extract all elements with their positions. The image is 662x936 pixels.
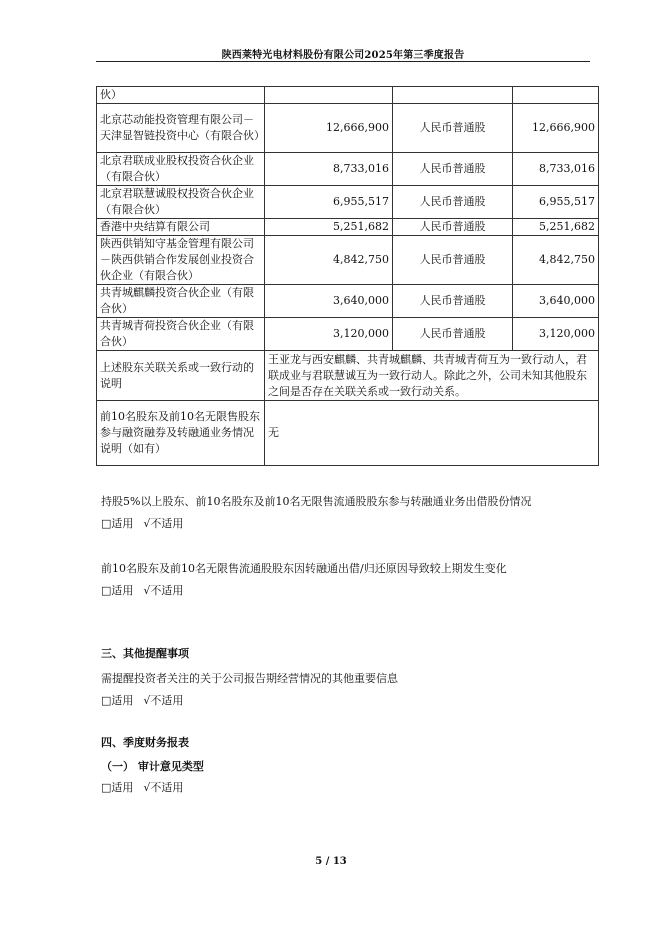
holder-name-cell: 陕西供销知守基金管理有限公司－陕西供销合作发展创业投资合伙企业（有限合伙） <box>97 236 265 285</box>
holder-name-cell: 北京君联成业股权投资合伙企业（有限合伙） <box>97 153 265 186</box>
other-reminders-text: 需提醒投资者关注的关于公司报告期经营情况的其他重要信息 <box>101 672 398 685</box>
table-row <box>97 219 599 236</box>
page-header-title: 陕西莱特光电材料股份有限公司2025年第三季度报告 <box>221 50 465 61</box>
holder-name-cell: 北京君联慧诚股权投资合伙企业（有限合伙） <box>97 186 265 219</box>
shares-held-cell: 3,120,000 <box>265 318 393 351</box>
audit-opinion-choice <box>101 780 183 796</box>
not-applicable-option: √不适用 <box>143 694 184 707</box>
margin-label-cell: 前10名股东及前10名无限售股东参与融资融券及转融通业务情况说明（如有） <box>97 401 265 466</box>
applicable-option: □适用 <box>101 584 134 597</box>
relation-label-cell: 上述股东关联关系或一致行动的说明 <box>97 351 265 401</box>
shares-held-cell: 3,640,000 <box>265 285 393 318</box>
other-reminders-heading: 三、其他提醒事项 <box>101 647 189 660</box>
table-row <box>97 318 599 351</box>
empty-cell <box>265 87 393 104</box>
not-applicable-option: √不适用 <box>143 781 184 794</box>
lending-title: 持股5%以上股东、前10名股东及前10名无限售流通股股东参与转融通业务出借股份情况 <box>101 495 532 508</box>
share-count-cell: 8,733,016 <box>513 153 599 186</box>
header-divider <box>96 61 590 62</box>
share-type-cell: 人民币普通股 <box>393 285 513 318</box>
share-count-cell: 12,666,900 <box>513 104 599 153</box>
share-count-cell: 3,640,000 <box>513 285 599 318</box>
share-type-cell: 人民币普通股 <box>393 236 513 285</box>
table-row <box>97 285 599 318</box>
share-count-cell: 3,120,000 <box>513 318 599 351</box>
shares-held-cell: 12,666,900 <box>265 104 393 153</box>
shares-held-cell: 4,842,750 <box>265 236 393 285</box>
shares-held-cell: 8,733,016 <box>265 153 393 186</box>
empty-cell <box>513 87 599 104</box>
applicable-option: □适用 <box>101 517 134 530</box>
empty-cell <box>393 87 513 104</box>
share-type-cell: 人民币普通股 <box>393 153 513 186</box>
table-row <box>97 236 599 285</box>
share-type-cell: 人民币普通股 <box>393 219 513 236</box>
holder-name-cell: 共青城麒麟投资合伙企业（有限合伙） <box>97 285 265 318</box>
table-row <box>97 351 599 401</box>
change-title: 前10名股东及前10名无限售流通股股东因转融通出借/归还原因导致较上期发生变化 <box>101 562 507 575</box>
audit-opinion-heading: （一） 审计意见类型 <box>101 760 204 773</box>
financial-statements-heading: 四、季度财务报表 <box>101 736 189 749</box>
not-applicable-option: √不适用 <box>143 517 184 530</box>
shareholders-table <box>96 86 599 466</box>
holder-name-cell: 香港中央结算有限公司 <box>97 219 265 236</box>
table-row <box>97 104 599 153</box>
not-applicable-option: √不适用 <box>143 584 184 597</box>
lending-choice <box>101 516 183 532</box>
shares-held-cell: 5,251,682 <box>265 219 393 236</box>
applicable-option: □适用 <box>101 694 134 707</box>
shares-held-cell: 6,955,517 <box>265 186 393 219</box>
holder-name-cell: 共青城青荷投资合伙企业（有限合伙） <box>97 318 265 351</box>
share-type-cell: 人民币普通股 <box>393 104 513 153</box>
page-number: 5 / 13 <box>315 856 347 867</box>
change-choice <box>101 583 183 599</box>
table-row <box>97 87 599 104</box>
applicable-option: □适用 <box>101 781 134 794</box>
table-row <box>97 186 599 219</box>
table-row <box>97 153 599 186</box>
margin-text-cell: 无 <box>265 401 599 466</box>
share-count-cell: 5,251,682 <box>513 219 599 236</box>
table-row <box>97 401 599 466</box>
holder-name-cell: 北京芯动能投资管理有限公司－天津显智链投资中心（有限合伙） <box>97 104 265 153</box>
share-type-cell: 人民币普通股 <box>393 186 513 219</box>
share-type-cell: 人民币普通股 <box>393 318 513 351</box>
relation-text-cell: 王亚龙与西安麒麟、共青城麒麟、共青城青荷互为一致行动人，君联成业与君联慧诚互为一致行动人。除此之外，公司未知其他股东之间是否存在关联关系或一致行动关系。 <box>265 351 599 401</box>
share-count-cell: 4,842,750 <box>513 236 599 285</box>
other-reminders-choice <box>101 693 183 709</box>
holder-name-cell: 伙） <box>97 87 265 104</box>
share-count-cell: 6,955,517 <box>513 186 599 219</box>
